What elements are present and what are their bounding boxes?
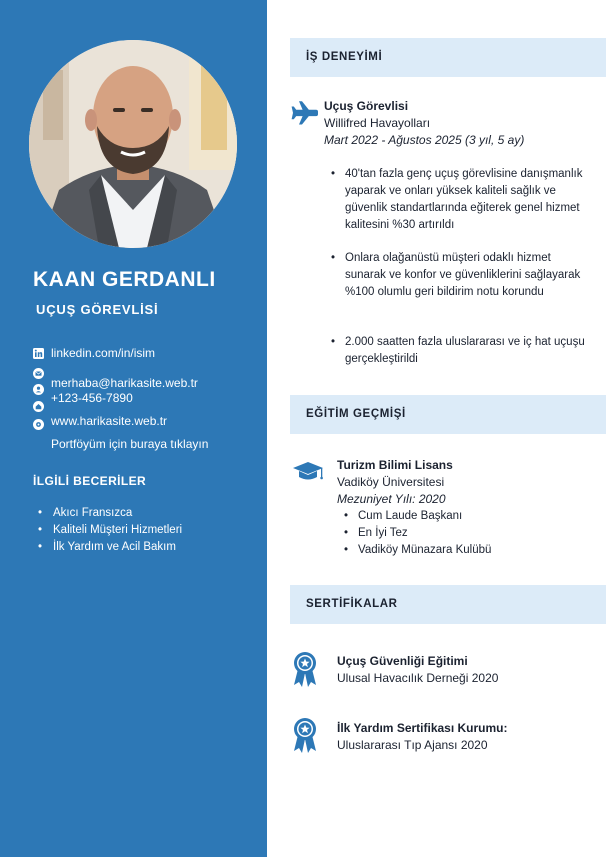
contact-linkedin-text: linkedin.com/in/isim <box>51 346 156 360</box>
certificate-issuer: Uluslararası Tıp Ajansı 2020 <box>337 738 488 752</box>
certificates-title: SERTİFİKALAR <box>306 598 398 610</box>
location-icon <box>33 419 44 430</box>
home-icon <box>33 401 44 412</box>
graduation-cap-icon <box>292 460 324 484</box>
education-title: EĞİTİM GEÇMİŞİ <box>306 408 406 420</box>
award-ribbon-icon <box>291 717 319 755</box>
certificates-section-header <box>290 585 606 624</box>
skill-item: • Akıcı Fransızca <box>38 505 182 522</box>
experience-bullet: • 2.000 saatten fazla uluslararası ve iç hat uçuşu gerçekleştirildi <box>331 334 593 368</box>
award-ribbon-icon <box>291 651 319 689</box>
graduation-year: Mezuniyet Yılı: 2020 <box>337 492 446 506</box>
profile-photo <box>29 40 237 248</box>
contact-website-text: www.harikasite.web.tr <box>51 414 168 428</box>
airplane-icon <box>291 99 319 127</box>
job-period: Mart 2022 - Ağustos 2025 (3 yıl, 5 ay) <box>324 133 525 147</box>
experience-title: İŞ DENEYİMİ <box>306 51 383 63</box>
skills-list <box>38 505 182 556</box>
education-item: • En İyi Tez <box>344 525 491 542</box>
sidebar <box>0 0 267 857</box>
email-icon <box>33 368 44 379</box>
contact-email[interactable] <box>33 364 198 390</box>
contact-linkedin[interactable] <box>33 346 155 360</box>
linkedin-icon <box>33 348 44 359</box>
education-item: • Vadiköy Münazara Kulübü <box>344 542 491 559</box>
experience-bullets <box>331 334 593 368</box>
experience-section-header <box>290 38 606 77</box>
profile-name: KAAN GERDANLI <box>33 268 216 291</box>
certificate-name: İlk Yardım Sertifikası Kurumu: <box>337 721 508 735</box>
certificate-name: Uçuş Güvenliği Eğitimi <box>337 654 468 668</box>
contact-home <box>33 401 51 412</box>
school: Vadiköy Üniversitesi <box>337 475 445 489</box>
education-item: • Cum Laude Başkanı <box>344 508 491 525</box>
experience-bullet: • 40'tan fazla genç uçuş görevlisine danışmanlık yaparak ve onları yüksek kaliteli sağlık ve güvenlik standartlarında eğiterek genel hizmet kalitesini %30 artırıldı <box>331 166 593 234</box>
experience-bullets <box>331 250 593 301</box>
skill-item: • Kaliteli Müşteri Hizmetleri <box>38 522 182 539</box>
contact-website[interactable] <box>33 414 167 428</box>
profile-role: UÇUŞ GÖREVLİSİ <box>36 302 159 317</box>
certificate-issuer: Ulusal Havacılık Derneği 2020 <box>337 671 499 685</box>
experience-bullet: • Onlara olağanüstü müşteri odaklı hizmet sunarak ve konfor ve güvenliklerini sağlayarak %100 olumlu geri bildirim notu korundu <box>331 250 593 301</box>
experience-bullets <box>331 166 593 234</box>
skills-title: İLGİLİ BECERİLER <box>33 474 147 488</box>
job-title: Uçuş Görevlisi <box>324 99 409 113</box>
skill-item: • İlk Yardım ve Acil Bakım <box>38 539 182 556</box>
portfolio-link[interactable]: Portföyüm için buraya tıklayın <box>51 437 209 451</box>
company: Willifred Havayolları <box>324 116 431 130</box>
contact-email-text: merhaba@harikasite.web.tr <box>51 376 198 390</box>
contact-phone-text: +123-456-7890 <box>51 391 133 405</box>
education-section-header <box>290 395 606 434</box>
education-list <box>344 508 491 559</box>
degree: Turizm Bilimi Lisans <box>337 458 453 472</box>
contact-location <box>33 419 51 430</box>
